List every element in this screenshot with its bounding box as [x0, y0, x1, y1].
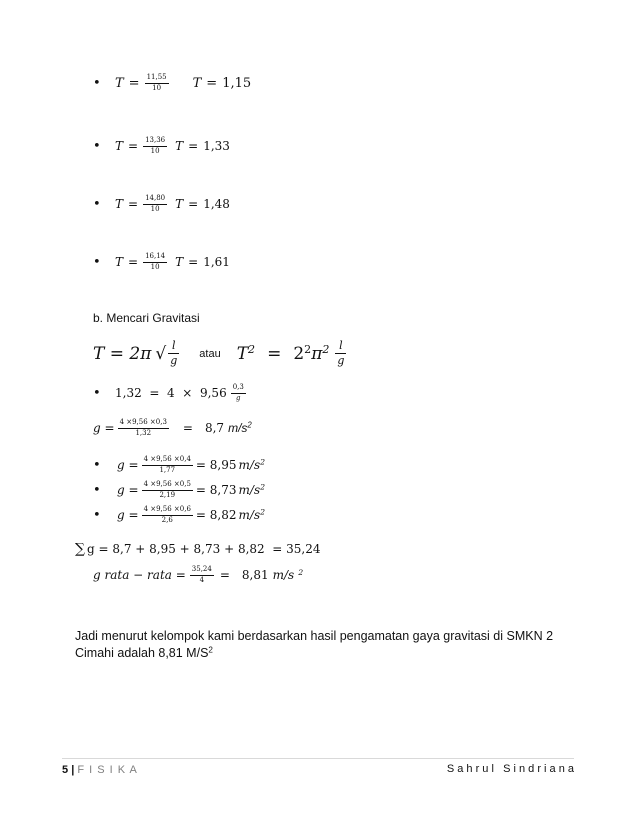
numerator: 4 ×9,56 ×0,6 — [142, 506, 193, 516]
conclusion-paragraph — [75, 628, 553, 662]
result-item — [93, 481, 265, 499]
fraction — [142, 481, 193, 499]
footer-separator: | — [71, 764, 75, 776]
fraction — [143, 137, 167, 155]
result-value: 1,61 — [203, 255, 230, 270]
unit: $m/s^2$ — [238, 507, 266, 523]
rhs-term: $2^2$ — [293, 342, 312, 364]
result-variable: T — [175, 139, 184, 154]
substitution-line — [93, 384, 246, 402]
equals: = — [128, 197, 139, 212]
average-line — [93, 566, 303, 584]
variable: T — [115, 75, 124, 91]
denominator: 10 — [150, 146, 160, 155]
fraction — [145, 74, 169, 92]
unit: m/s $^2$ — [272, 567, 304, 583]
result-value: 1,15 — [222, 75, 252, 91]
result-value: = 8,95 — [195, 458, 237, 473]
rhs-fraction — [335, 340, 346, 367]
fraction — [143, 253, 167, 271]
equals: = — [128, 139, 139, 154]
denominator: 2,6 — [161, 515, 173, 524]
variable: T — [115, 139, 124, 154]
equals: = — [128, 255, 139, 270]
substitution-text: 1,32 = 4 × 9,56 — [115, 386, 227, 401]
page-number: 5 — [62, 764, 69, 776]
bullet: • — [93, 457, 101, 473]
fraction — [190, 566, 214, 584]
sqrt-symbol: √ — [155, 343, 167, 364]
first-result — [93, 419, 252, 437]
period-item — [93, 74, 251, 92]
denominator: 2,19 — [159, 490, 176, 499]
denominator: g — [236, 393, 241, 402]
lhs: g = — [117, 483, 139, 498]
bullet: • — [93, 507, 101, 523]
result-variable: T — [192, 75, 202, 91]
equals: = — [206, 75, 218, 91]
period-item — [93, 195, 230, 213]
result-variable: T — [175, 197, 184, 212]
denominator: g — [170, 354, 178, 368]
rhs-pi: $\pi^2$ — [311, 342, 330, 364]
numerator: 13,36 — [143, 137, 167, 147]
numerator: 4 ×9,56 ×0,3 — [118, 419, 169, 429]
unit: $m/s^2$ — [238, 482, 266, 498]
lhs: g = — [93, 421, 115, 436]
bullet: • — [93, 196, 101, 212]
sigma-symbol: ∑ — [75, 541, 85, 557]
conclusion-line: Cimahi adalah 8,81 $M/S^2$ — [75, 645, 213, 660]
denominator: 10 — [150, 262, 160, 271]
denominator: 10 — [150, 204, 160, 213]
numerator: l — [168, 340, 179, 354]
denominator: 10 — [152, 83, 162, 92]
unit: $m/s^2$ — [228, 420, 252, 436]
value: 8,7 — [204, 421, 225, 436]
period-item — [93, 137, 230, 155]
denominator: 4 — [199, 575, 205, 584]
sum-line — [75, 541, 321, 557]
bullet: • — [93, 385, 101, 401]
result-value: 1,33 — [203, 139, 230, 154]
bullet: • — [93, 254, 101, 270]
numerator: 0,3 — [231, 384, 246, 394]
result-item — [93, 506, 265, 524]
result-value: = 8,73 — [195, 483, 237, 498]
result-value: = 8,82 — [195, 508, 237, 523]
bullet: • — [93, 482, 101, 498]
variable: T — [115, 255, 124, 270]
value: 8,81 — [241, 568, 269, 583]
lhs: g = — [117, 458, 139, 473]
footer-divider — [62, 758, 574, 759]
numerator: 35,24 — [190, 566, 214, 576]
denominator: 1,32 — [135, 428, 152, 437]
numerator: 16,14 — [143, 253, 167, 263]
numerator: 4 ×9,56 ×0,5 — [142, 481, 193, 491]
formula-lhs: T = 2π — [93, 343, 152, 364]
bullet: • — [93, 75, 101, 91]
period-item — [93, 253, 230, 271]
numerator: l — [335, 340, 346, 354]
main-formula — [93, 340, 346, 367]
fraction — [142, 456, 193, 474]
variable: T — [115, 197, 124, 212]
bullet: • — [93, 138, 101, 154]
fraction — [143, 195, 167, 213]
footer-author: S a h r u l S i n d r i a n a — [446, 763, 574, 775]
result-variable: T — [175, 255, 184, 270]
sum-text: g = 8,7 + 8,95 + 8,73 + 8,82 = 35,24 — [87, 542, 321, 556]
lhs: g rata − rata = — [93, 568, 186, 583]
equals: = — [188, 197, 199, 212]
denominator: 1,77 — [159, 465, 176, 474]
equals: = — [267, 343, 282, 364]
section-heading: b. Mencari Gravitasi — [93, 311, 200, 325]
numerator: 4 ×9,56 ×0,4 — [142, 456, 193, 466]
formula-fraction — [168, 340, 179, 367]
numerator: 14,80 — [143, 195, 167, 205]
connector-text: atau — [199, 347, 221, 360]
numerator: 11,55 — [145, 74, 169, 84]
unit: $m/s^2$ — [238, 457, 266, 473]
footer-subject: F I S I K A — [77, 764, 138, 776]
equals: = — [128, 75, 140, 91]
equals: = — [182, 421, 193, 436]
footer-left — [62, 764, 138, 776]
result-value: 1,48 — [203, 197, 230, 212]
conclusion-line: Jadi menurut kelompok kami berdasarkan hasil pengamatan gaya gravitasi di SMKN 2 — [75, 629, 554, 643]
equals: = — [188, 255, 199, 270]
fraction — [142, 506, 193, 524]
fraction — [118, 419, 169, 437]
result-item — [93, 456, 265, 474]
equals: = — [219, 568, 230, 583]
denominator: g — [337, 354, 345, 368]
rhs-variable: $T^2$ — [236, 342, 256, 364]
lhs: g = — [117, 508, 139, 523]
fraction — [231, 384, 246, 402]
equals: = — [188, 139, 199, 154]
